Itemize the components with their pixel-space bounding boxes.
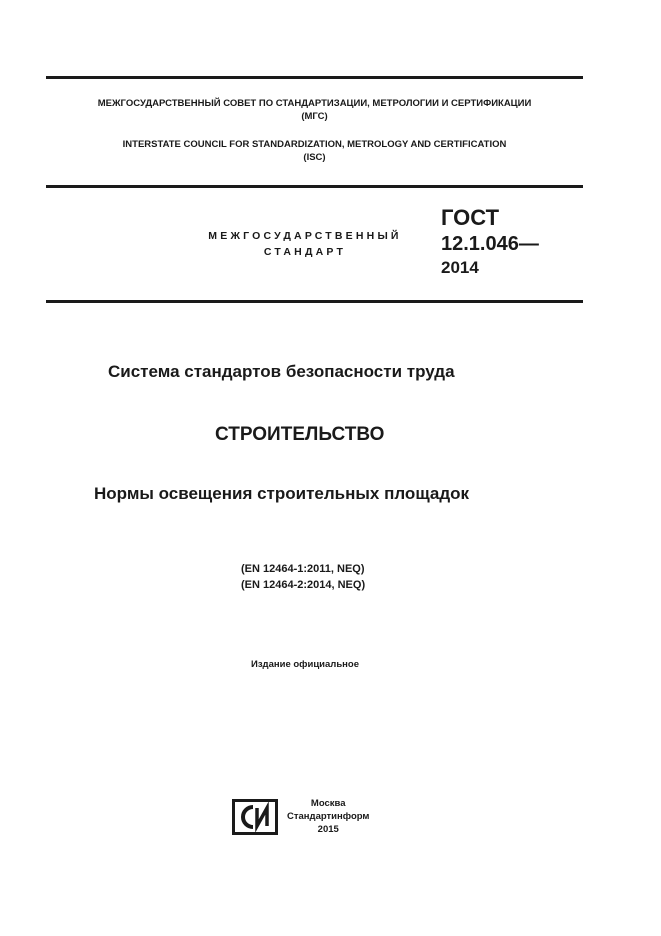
system-title: Система стандартов безопасности труда [108,362,455,381]
official-edition: Издание официальное [251,659,359,670]
gost-number [441,205,539,279]
gost-line1: ГОСТ [441,205,500,230]
gost-line2: 12.1.046— [441,233,539,255]
header-rule [46,185,583,188]
top-rule [46,76,583,79]
standard-rule [46,300,583,303]
publisher-text [287,797,369,836]
building-title: СТРОИТЕЛЬСТВО [215,424,385,445]
label-line1: МЕЖГОСУДАРСТВЕННЫЙ [208,230,402,242]
references [241,561,365,593]
council-ru-line1: МЕЖГОСУДАРСТВЕННЫЙ СОВЕТ ПО СТАНДАРТИЗАЦИИ, МЕТРОЛОГИИ И СЕРТИФИКАЦИИ [97,98,532,109]
council-ru [46,97,583,123]
publisher-block [231,797,369,836]
interstate-standard-label [175,228,435,260]
council-ru-line2: (МГС) [301,111,328,122]
publisher-name: Стандартинформ [287,811,370,822]
standartinform-logo-icon [231,798,279,836]
publisher-city: Москва [310,798,346,809]
reference-1: (EN 12464-1:2011, NEQ) [241,563,365,575]
label-line2: СТАНДАРТ [263,246,347,258]
publisher-year: 2015 [317,824,339,835]
council-en-line1: INTERSTATE COUNCIL FOR STANDARDIZATION, METROLOGY AND CERTIFICATION [122,139,507,150]
norms-title: Нормы освещения строительных площадок [94,484,470,503]
gost-line3: 2014 [441,258,479,277]
reference-2: (EN 12464-2:2014, NEQ) [241,579,366,591]
council-en-line2: (ISC) [303,152,326,163]
council-en [46,138,583,164]
